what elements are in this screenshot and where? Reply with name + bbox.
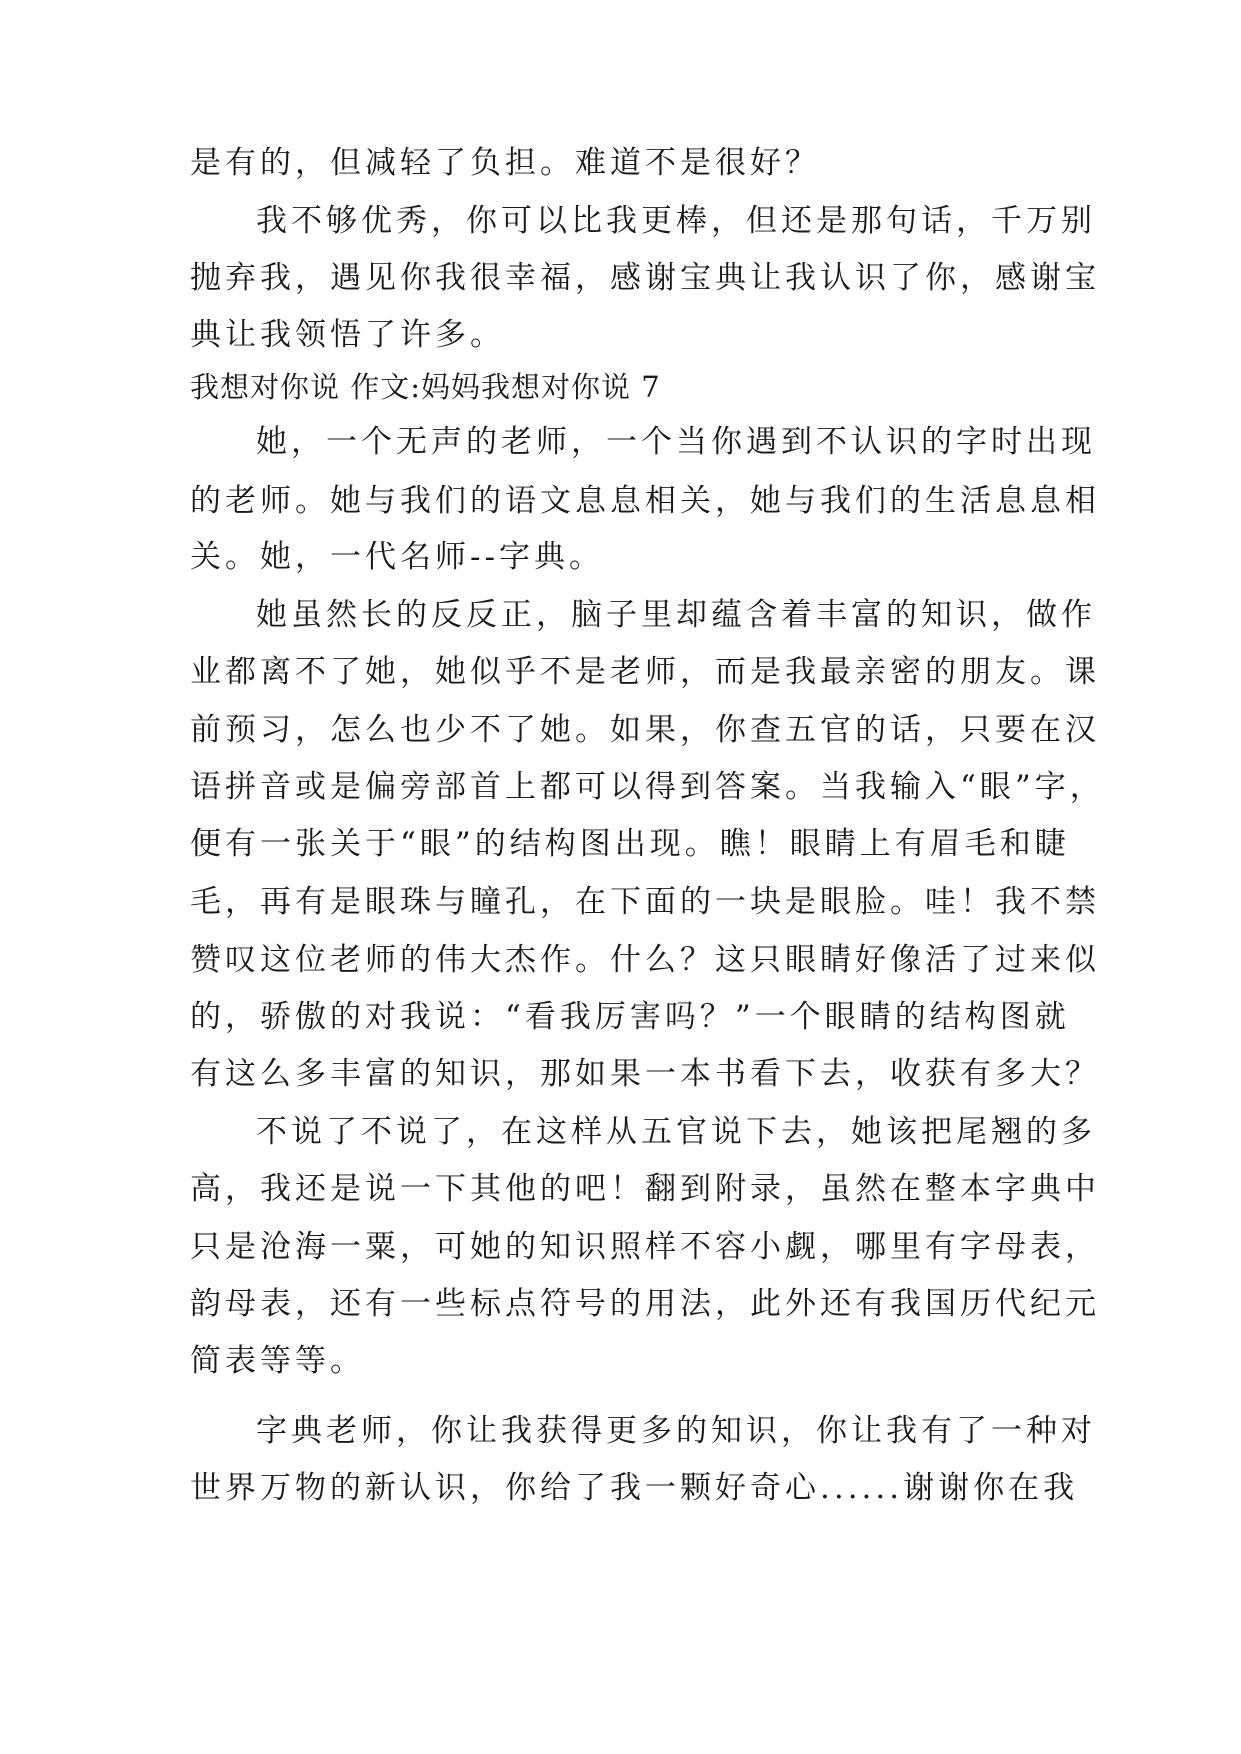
section-heading: 我想对你说 作文:妈妈我想对你说 7 <box>190 370 661 404</box>
text-line: 毛，再有是眼珠与瞳孔，在下面的一块是眼脸。哇！我不禁 <box>190 884 1100 920</box>
text-line: 只是沧海一粟，可她的知识照样不容小觑，哪里有字母表， <box>190 1229 1100 1265</box>
paragraph-start-line: 字典老师，你让我获得更多的知识，你让我有了一种对 <box>256 1413 1096 1449</box>
text-line: 语拼音或是偏旁部首上都可以得到答案。当我输入“眼”字， <box>190 769 1105 805</box>
paragraph-start-line: 她虽然长的反反正，脑子里却蕴含着丰富的知识，做作 <box>256 597 1096 633</box>
text-line: 业都离不了她，她似乎不是老师，而是我最亲密的朋友。课 <box>190 654 1100 690</box>
text-line: 有这么多丰富的知识，那如果一本书看下去，收获有多大？ <box>190 1056 1100 1092</box>
text-line: 简表等等。 <box>190 1343 365 1379</box>
paragraph-start-line: 不说了不说了，在这样从五官说下去，她该把尾翘的多 <box>256 1114 1096 1150</box>
text-line: 的老师。她与我们的语文息息相关，她与我们的生活息息相 <box>190 483 1100 519</box>
text-line: 世界万物的新认识，你给了我一颗好奇心......谢谢你在我 <box>190 1470 1079 1506</box>
text-line: 韵母表，还有一些标点符号的用法，此外还有我国历代纪元 <box>190 1286 1100 1322</box>
paragraph-start-line: 她，一个无声的老师，一个当你遇到不认识的字时出现 <box>256 424 1096 460</box>
text-line: 是有的，但减轻了负担。难道不是很好？ <box>190 145 820 181</box>
text-line: 关。她，一代名师--字典。 <box>190 539 604 575</box>
text-line: 便有一张关于“眼”的结构图出现。瞧！眼睛上有眉毛和睫 <box>190 826 1070 862</box>
text-line: 抛弃我，遇见你我很幸福，感谢宝典让我认识了你，感谢宝 <box>190 260 1100 296</box>
text-line: 典让我领悟了许多。 <box>190 317 505 353</box>
text-line: 的，骄傲的对我说：“看我厉害吗？”一个眼睛的结构图就 <box>190 999 1070 1035</box>
text-line: 前预习，怎么也少不了她。如果，你查五官的话，只要在汉 <box>190 712 1100 748</box>
text-line: 赞叹这位老师的伟大杰作。什么？这只眼睛好像活了过来似 <box>190 942 1100 978</box>
paragraph-start-line: 我不够优秀，你可以比我更棒，但还是那句话，千万别 <box>256 203 1096 239</box>
text-line: 高，我还是说一下其他的吧！翻到附录，虽然在整本字典中 <box>190 1171 1100 1207</box>
